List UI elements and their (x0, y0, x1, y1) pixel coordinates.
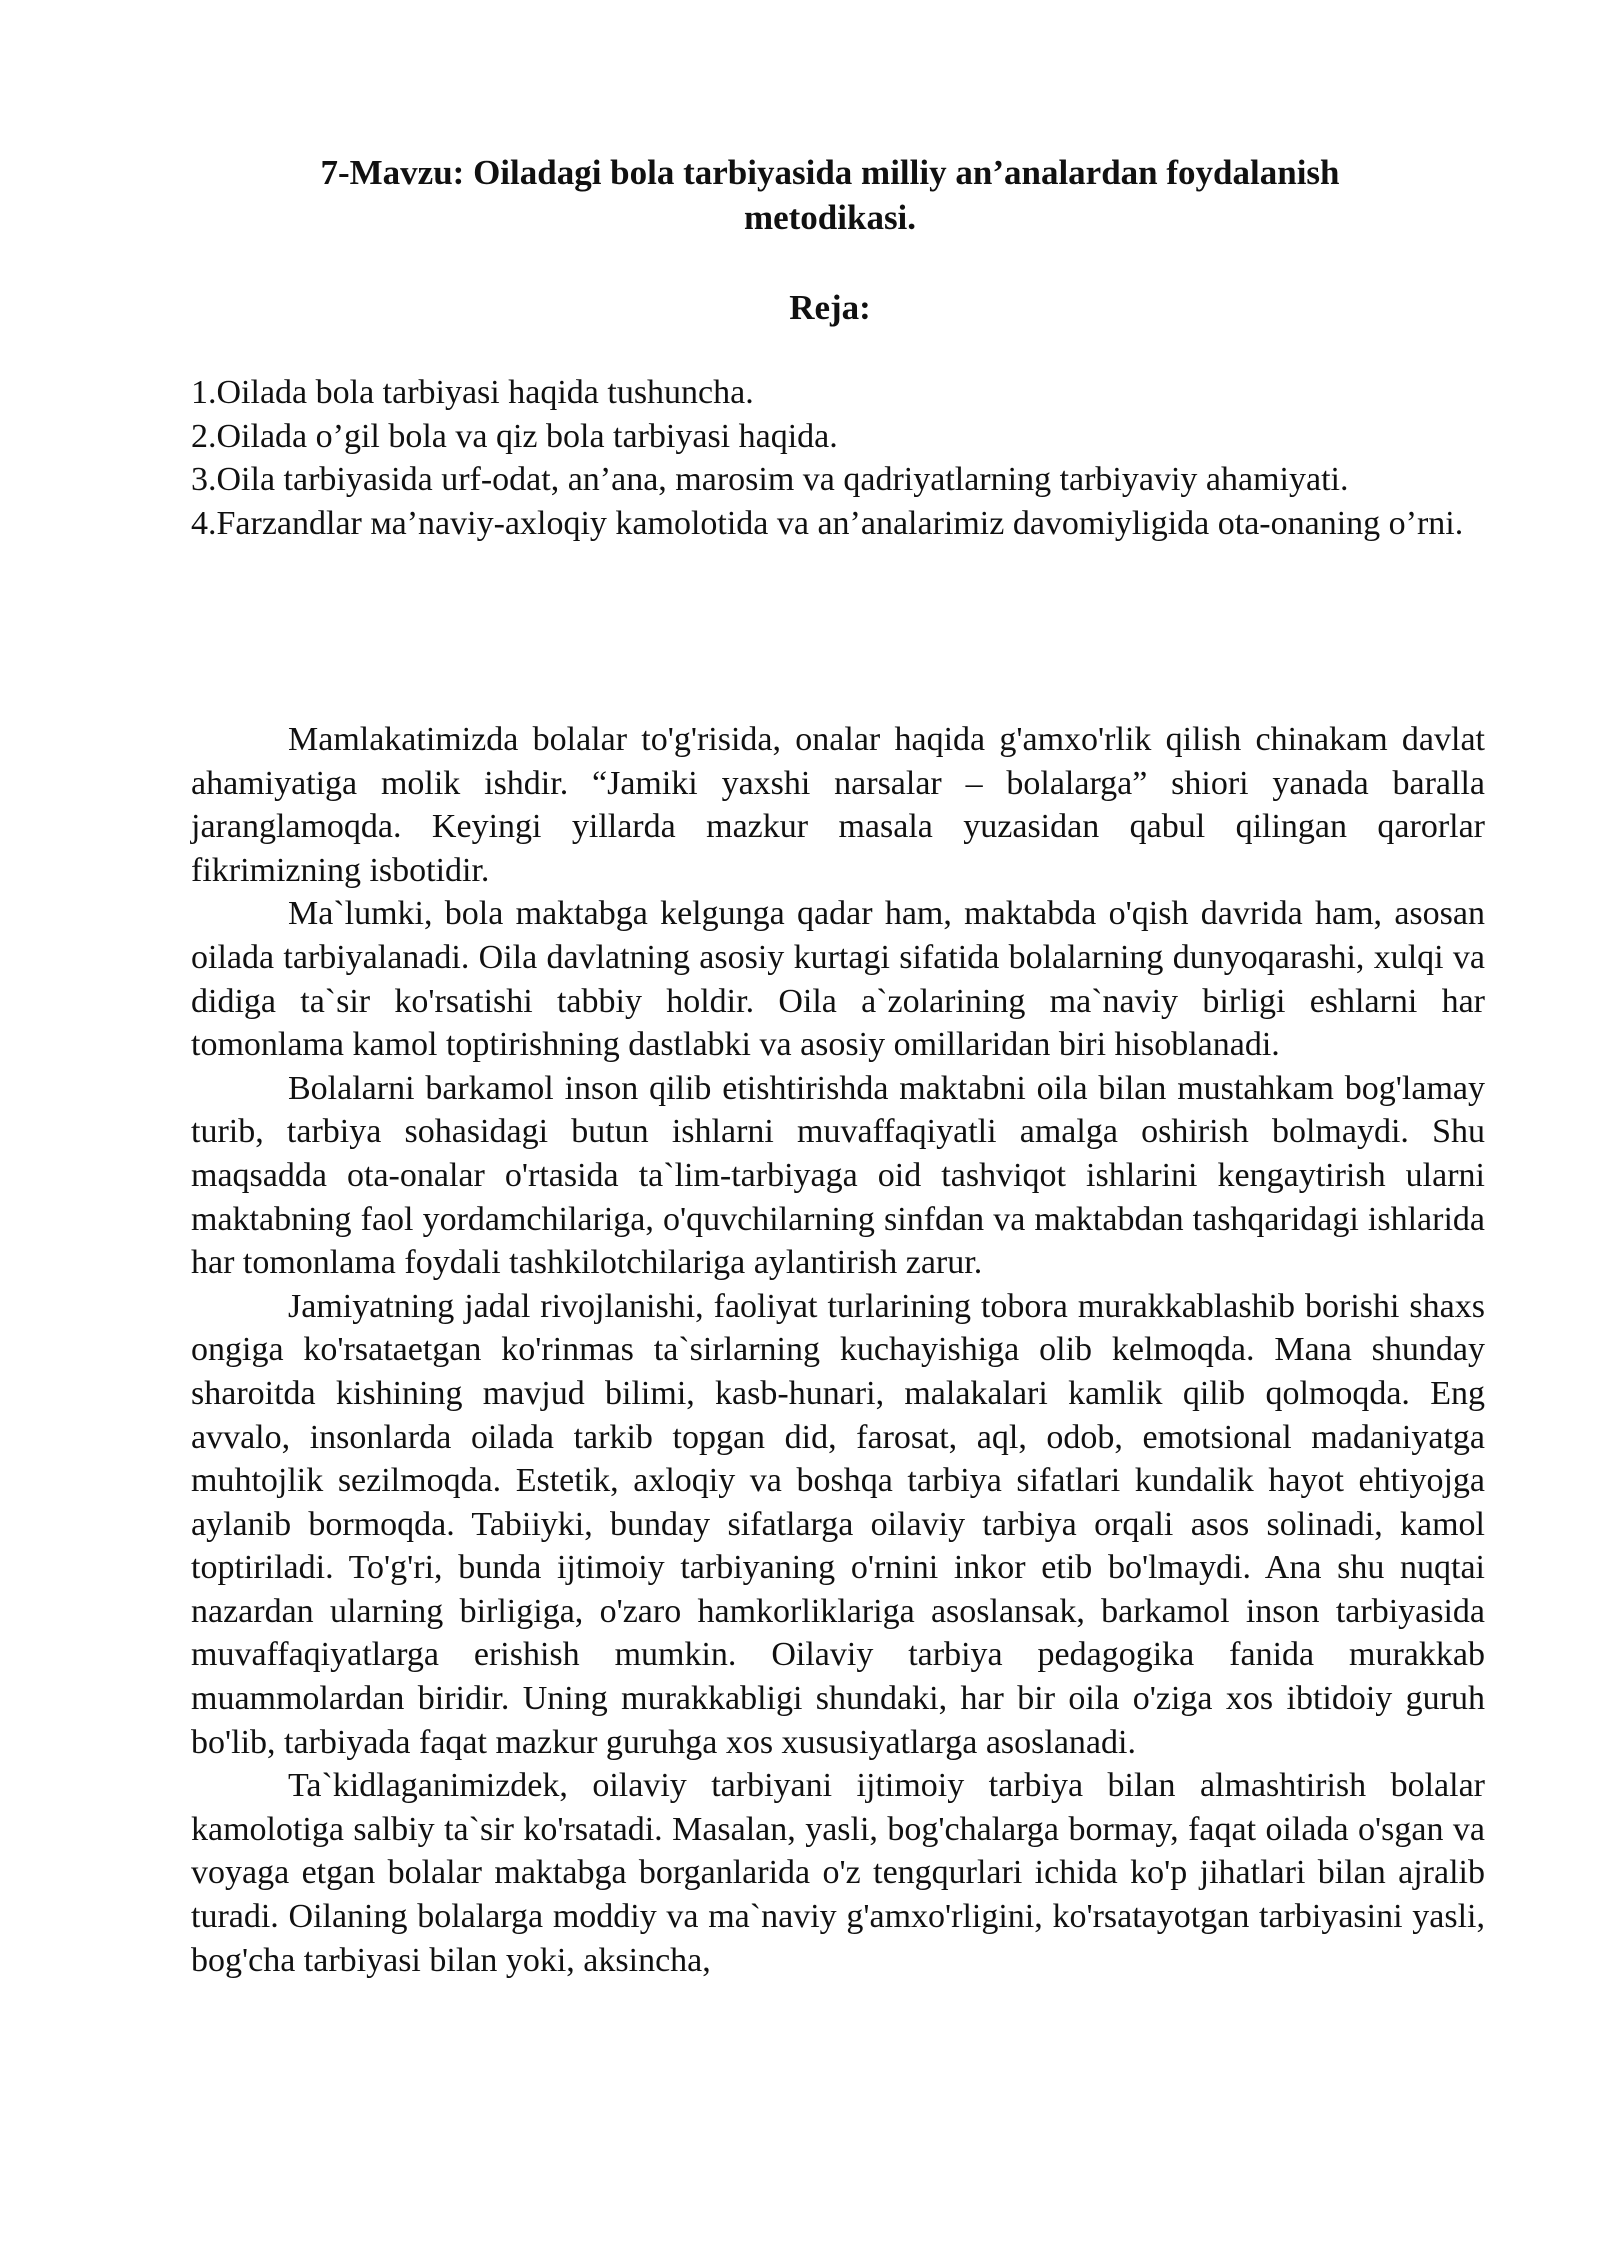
plan-heading: Reja: (789, 288, 871, 327)
document-title (190, 150, 1470, 240)
paragraph: Bolalarni barkamol inson qilib etishtirishda maktabni oila bilan mustahkam bog'lamay turib, tarbiya sohasidagi butun ishlarni muvaffaqiyatli amalga oshirish bolmaydi. Shu maqsadda ota-onalar o'rtasida ta`lim-tarbiyaga oid tashviqot ishlarini kengaytirish ularni maktabning faol yordamchilariga, o'quvchilarning sinfdan va maktabdan tashqaridagi ishlarida har tomonlama foydali tashkilotchilariga aylantirish zarur. (191, 1069, 1485, 1282)
title-line-1: 7-Mavzu: Oiladagi bola tarbiyasida milliy an’analardan foydalanish (320, 153, 1340, 192)
paragraph: Ma`lumki, bola maktabga kelgunga qadar ham, maktabda o'qish davrida ham, asosan oilada tarbiyalanadi. Oila davlatning asosiy kurtagi sifatida bolalarning dunyoqarashi, xulqi va didiga ta`sir ko'rsatishi tabbiy holdir. Oila a`zolarining ma`naviy birligi eshlarni har tomonlama kamol toptirishning dastlabki va asosiy omillaridan biri hisoblanadi. (191, 895, 1485, 1064)
paragraph: Ta`kidlaganimizdek, oilaviy tarbiyani ijtimoiy tarbiya bilan almashtirish bolalar kamolotiga salbiy ta`sir ko'rsatadi. Masalan, yasli, bog'chalarga bormay, faqat oilada o'sgan va voyaga etgan bolalar maktabga borganlarida o'z tengqurlari ichida ko'p jihatlari bilan ajralib turadi. Oilaning bolalarga moddiy va ma`naviy g'amxo'rligini, ko'rsatayotgan tarbiyasini yasli, bog'cha tarbiyasi bilan yoki, aksincha, (191, 1767, 1485, 1979)
plan-item: 1.Oilada bola tarbiyasi haqida tushuncha. (191, 374, 754, 411)
paragraph: Jamiyatning jadal rivojlanishi, faoliyat turlarining tobora murakkablashib borishi shaxs ongiga ko'rsataetgan ko'rinmas ta`sirlarning kuchayishiga olib kelmoqda. Mana shunday sharoitda kishining mavjud bilimi, kasb-hunari, malakalari kamlik qilib qolmoqda. Eng avvalo, insonlarda oilada tarkib topgan did, farosat, aql, odob, emotsional madaniyatga muhtojlik sezilmoqda. Estetik, axloqiy va boshqa tarbiya sifatlari kundalik hayot ehtiyojga aylanib bormoqda. Tabiiyki, bunday sifatlarga oilaviy tarbiya orqali asos solinadi, kamol toptiriladi. To'g'ri, bunda ijtimoiy tarbiyaning o'rnini inkor etib bo'lmaydi. Ana shu nuqtai nazardan ularning birligiga, o'zaro hamkorliklariga asoslansak, barkamol inson tarbiyasida muvaffaqiyatlarga erishish mumkin. Oilaviy tarbiya pedagogika fanida murakkab muammolardan biridir. Uning murakkabligi shundaki, har bir oila o'ziga xos ibtidoiy guruh bo'lib, tarbiyada faqat mazkur guruhga xos xususiyatlarga asoslanadi. (191, 1287, 1485, 1761)
body-text (191, 718, 1485, 1982)
plan-item: 4.Farzandlar ма’naviy-axloqiy kamolotida va an’analarimiz davomiyligida ota-onaning o’rni. (191, 504, 1464, 542)
plan-list (191, 371, 1485, 545)
paragraph: Mamlakatimizda bolalar to'g'risida, onalar haqida g'amxo'rlik qilish chinakam davlat ahamiyatiga molik ishdir. “Jamiki yaxshi narsalar – bolalarga” shiori yanada baralla jaranglamoqda. Keyingi yillarda mazkur masala yuzasidan qabul qilingan qarorlar fikrimizning isbotidir. (191, 721, 1485, 889)
plan-item: 3.Oila tarbiyasida urf-odat, an’ana, marosim va qadriyatlarning tarbiyaviy ahamiyati. (191, 461, 1349, 498)
plan-item: 2.Oilada o’gil bola va qiz bola tarbiyasi haqida. (191, 417, 838, 455)
title-line-2: metodikasi. (743, 198, 917, 237)
